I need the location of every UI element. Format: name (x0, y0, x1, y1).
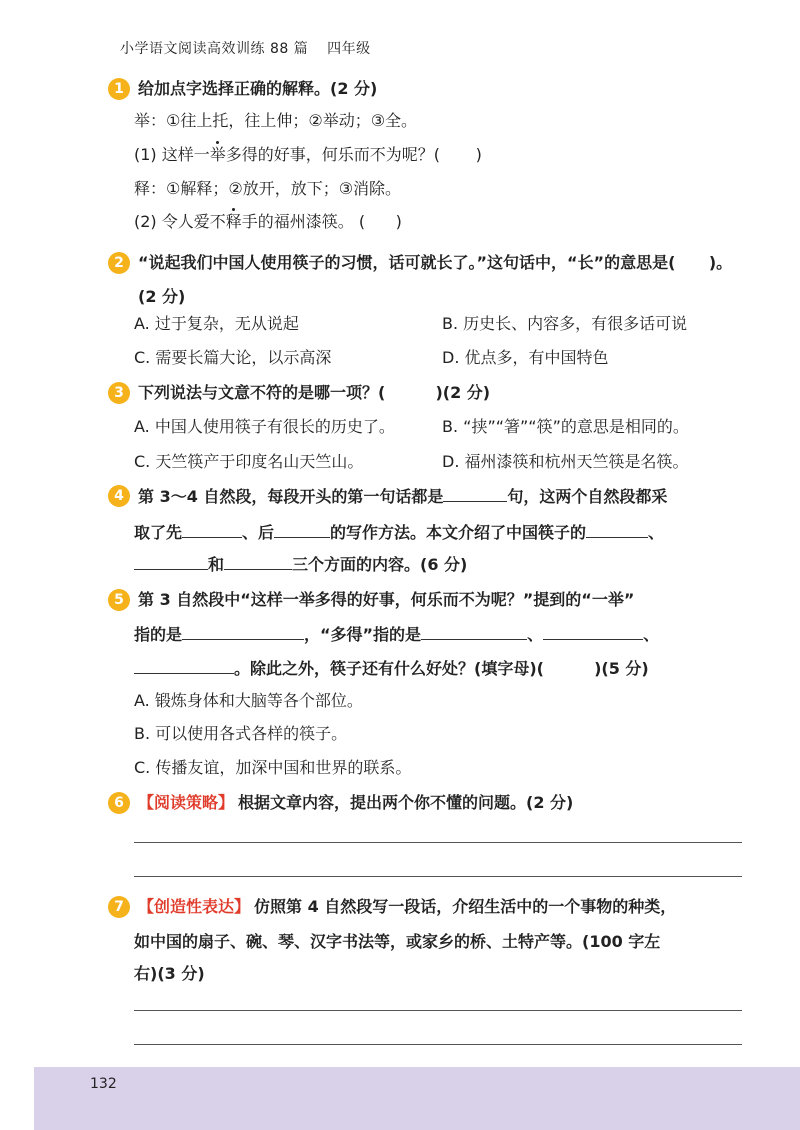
question-stem: 下列说法与文意不符的是哪一项？( )(2 分) (138, 383, 491, 402)
fill-blank[interactable] (543, 623, 643, 640)
question-stem: 第 3 自然段中“这样一举多得的好事，何乐而不为呢？”提到的“一举” (138, 590, 635, 609)
book-title: 小学语文阅读高效训练 88 篇 (120, 41, 309, 57)
answer-line[interactable] (134, 1010, 742, 1011)
q5-line-2: 指的是 ，“多得”指的是 、 、 (134, 625, 660, 644)
q1-item-1-post: 多得的好事，何乐而不为呢？ (225, 145, 434, 164)
question-2 (108, 246, 748, 314)
grade-label: 四年级 (327, 41, 371, 57)
question-stem: 给加点字选择正确的解释。(2 分) (138, 79, 378, 98)
question-number-badge: 4 (108, 485, 130, 507)
question-stem: 【阅读策略】 根据文章内容，提出两个你不懂的问题。(2 分) (138, 793, 574, 812)
question-number-badge: 5 (108, 589, 130, 611)
question-1 (108, 78, 748, 100)
q4-line-2: 取了先 、后 的写作方法。本文介绍了中国筷子的 、 (134, 523, 665, 542)
fill-blank[interactable] (586, 521, 648, 538)
q5-option-b: B. 可以使用各式各样的筷子。 (134, 724, 348, 743)
answer-line[interactable] (134, 842, 742, 843)
question-stem: 第 3～4 自然段，每段开头的第一句话都是 句，这两个自然段都采 (138, 487, 668, 506)
answer-line[interactable] (134, 1044, 742, 1045)
q1-item-1 (134, 144, 482, 166)
q4-line-3: 和 三个方面的内容。(6 分) (134, 553, 467, 576)
answer-paren[interactable] (675, 246, 708, 280)
question-number-badge: 3 (108, 382, 130, 404)
question-stem: 【创造性表达】 仿照第 4 自然段写一段话，介绍生活中的一个事物的种类， (138, 897, 677, 916)
answer-line[interactable] (134, 876, 742, 877)
question-6 (108, 792, 748, 814)
answer-paren[interactable]: ( ) (353, 212, 402, 231)
q5-option-c: C. 传播友谊，加深中国和世界的联系。 (134, 758, 412, 777)
question-number-badge: 2 (108, 252, 130, 274)
fill-blank[interactable] (182, 521, 242, 538)
question-3 (108, 382, 748, 404)
question-number-badge: 7 (108, 896, 130, 918)
strategy-tag: 【阅读策略】 (138, 793, 235, 812)
fill-blank[interactable] (224, 553, 292, 570)
answer-paren[interactable] (385, 382, 435, 404)
q5-line-3: 。除此之外，筷子还有什么好处？(填字母)( )(5 分) (134, 657, 649, 680)
fill-blank[interactable] (274, 521, 330, 538)
fill-blank[interactable] (182, 623, 304, 640)
q7-line-2: 如中国的扇子、碗、琴、汉字书法等，或家乡的桥、土特产等。(100 字左 (134, 932, 661, 951)
q1-definition-shi: 释：①解释；②放开，放下；③消除。 (134, 179, 402, 198)
q2-option-c: C. 需要长篇大论，以示高深 (134, 348, 332, 367)
page-number: 132 (90, 1076, 117, 1092)
question-stem: “说起我们中国人使用筷子的习惯，话可就长了。”这句话中，“长”的意思是( )。(2 分) (138, 246, 748, 314)
q5-option-a: A. 锻炼身体和大脑等各个部位。 (134, 691, 363, 710)
q1-item-2 (134, 211, 402, 233)
q2-option-a: A. 过于复杂，无从说起 (134, 314, 299, 333)
q3-option-a: A. 中国人使用筷子有很长的历史了。 (134, 417, 395, 436)
question-5 (108, 589, 748, 611)
q1-item-2-pre: (2) 令人爱不 (134, 212, 226, 231)
q1-item-1-pre: (1) 这样一 (134, 145, 210, 164)
q7-line-3: 右)(3 分) (134, 964, 205, 983)
emphasis-dot-char: 举 (209, 145, 226, 164)
question-number-badge: 1 (108, 78, 130, 100)
question-number-badge: 6 (108, 792, 130, 814)
q3-option-b: B. “挟”“箸”“筷”的意思是相同的。 (442, 417, 689, 436)
fill-blank[interactable] (134, 553, 208, 570)
answer-paren[interactable]: ( ) (433, 145, 482, 164)
question-7 (108, 896, 748, 918)
question-4 (108, 485, 748, 508)
fill-blank[interactable] (134, 657, 234, 674)
q1-item-2-post: 手的福州漆筷。 (241, 212, 354, 231)
answer-paren[interactable] (544, 658, 594, 680)
fill-blank[interactable] (421, 623, 527, 640)
q1-definition-ju: 举：①往上托，往上伸；②举动；③全。 (134, 111, 418, 130)
q2-option-b: B. 历史长、内容多，有很多话可说 (442, 314, 688, 333)
fill-blank[interactable] (443, 485, 507, 502)
footer-band (34, 1067, 800, 1130)
q3-option-d: D. 福州漆筷和杭州天竺筷是名筷。 (442, 452, 689, 471)
q3-option-c: C. 天竺筷产于印度名山天竺山。 (134, 452, 364, 471)
q2-option-d: D. 优点多，有中国特色 (442, 348, 609, 367)
page-header (120, 38, 371, 58)
emphasis-dot-char: 释 (225, 212, 242, 231)
creative-tag: 【创造性表达】 (138, 897, 251, 916)
